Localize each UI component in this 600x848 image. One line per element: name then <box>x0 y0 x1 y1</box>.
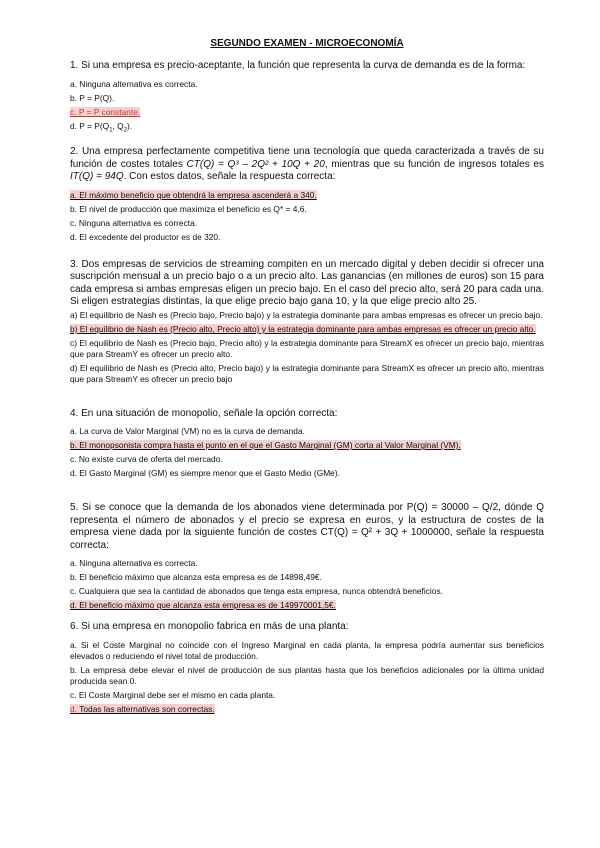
question-5: 5. Si se conoce que la demanda de los abonados viene determinada por P(Q) = 30000 – Q/2, dónde Q representa el número de abonados y el precio se expresa en euros, y la estructura de costes de la empresa viene dada por la siguiente función de costes CT(Q) = Q² + 3Q + 1000000, señale la respuesta correcta: <box>70 502 544 551</box>
q2-income-formula: IT(Q) = 94Q <box>70 171 124 183</box>
q6-d-letter: d. <box>70 703 77 714</box>
q1-option-d <box>70 121 544 137</box>
q6-option-b: b. La empresa debe elevar el nivel de producción de sus plantas hasta que los beneficios adicionales por la última unidad producida sean 0. <box>70 664 544 686</box>
q2-text-1: 2. Una empresa perfectamente competitiva tiene una tecnología que queda caracterizada a través de su función de costes totales <box>70 146 544 170</box>
q1-d-suffix: ). <box>127 120 133 131</box>
q4-option-a: a. La curva de Valor Marginal (VM) no es la curva de demanda. <box>70 426 305 437</box>
q1-option-b: b. P = P(Q). <box>70 92 115 103</box>
q4-option-b <box>70 440 544 451</box>
question-4: 4. En una situación de monopolio, señale la opción correcta: <box>70 407 338 419</box>
q3-option-b <box>70 324 544 335</box>
q5-option-c: c. Cualquiera que sea la cantidad de abonados que tenga esta empresa, nunca obtendrá beneficios. <box>70 586 443 597</box>
q2-text-2: , mientras que su función de ingresos totales es <box>324 158 544 170</box>
q1-d-mid: , Q <box>112 120 124 131</box>
q2-option-c: c. Ninguna alternativa es correcta. <box>70 217 198 228</box>
q2-correct-answer: a. El máximo beneficio que obtendrá la empresa ascenderá a 340. <box>70 189 317 200</box>
question-3: 3. Dos empresas de servicios de streaming compiten en un mercado digital y deben decidir si ofrecer una suscripción mensual a un precio bajo o a un precio alto. Las ganancias (en millones de euros) son 15 para cada empresa si ambas empresas eligen un precio bajo. En el caso del precio alto, será 20 para cada una. Si eligen estrategias distintas, la que elige precio bajo gana 10, y la que elige precio alto 25. <box>70 258 544 308</box>
q6-option-a: a. Si el Coste Marginal no coincide con el Ingreso Marginal en cada planta, la empresa podría aumentar sus beneficios elevados o reduciendo el nivel total de producción. <box>70 639 544 661</box>
q5-option-a: a. Ninguna alternativa es correcta. <box>70 558 198 569</box>
q4-option-d: d. El Gasto Marginal (GM) es siempre menor que el Gasto Medio (GMe). <box>70 468 340 479</box>
q6-option-c: c. El Coste Marginal debe ser el mismo en cada planta. <box>70 689 276 700</box>
q6-correct-answer <box>70 704 215 714</box>
q1-correct-answer: c. P = P constante. <box>70 106 141 117</box>
q4-option-c: c. No existe curva de oferta del mercado. <box>70 454 223 465</box>
q5-option-b: b. El beneficio máximo que alcanza esta empresa es de 14898,49€. <box>70 572 322 583</box>
q3-option-c: c) El equilibrio de Nash es (Precio bajo, Precio alto) y la estrategia dominante para StreamX es ofrecer un precio bajo, mientras que para StreamY es ofrecer un precio alto. <box>70 337 544 359</box>
q6-d-text: Todas las alternativas son correctas. <box>79 703 215 714</box>
q2-text-3: . Con estos datos, señale la respuesta correcta: <box>123 171 336 183</box>
q1-d-part: d. P = P(Q <box>70 120 110 131</box>
question-2 <box>70 146 544 184</box>
question-1: 1. Si una empresa es precio-aceptante, la función que representa la curva de demanda es de la forma: <box>70 60 526 71</box>
q2-option-b: b. El nivel de producción que maximiza el beneficio es Q* = 4,6. <box>70 203 307 214</box>
q1-d-sub1: 1 <box>109 127 113 134</box>
q2-option-d: d. El excedente del productor es de 320. <box>70 231 221 242</box>
q2-option-a <box>70 190 544 201</box>
q3-option-d: d) El equilibrio de Nash es (Precio alto, Precio bajo) y la estrategia dominante para StreamX es ofrecer un precio alto, mientras que para StreamY es ofrecer un precio bajo <box>70 362 544 384</box>
q3-correct-answer: b) El equilibrio de Nash es (Precio alto, Precio alto) y la estrategia dominante para ambas empresas es ofrecer un precio alto. <box>70 323 536 334</box>
q1-option-a: a. Ninguna alternativa es correcta. <box>70 78 198 89</box>
q6-option-d <box>70 704 544 715</box>
q4-correct-answer: b. El monopsonista compra hasta el punto en el que el Gasto Marginal (GM) corta al Valor Marginal (VM). <box>70 440 461 451</box>
q5-correct-answer: d. El beneficio máximo que alcanza esta empresa es de 149970001,5€. <box>70 600 336 611</box>
q1-d-sub2: 2 <box>123 127 128 134</box>
q3-option-a: a) El equilibrio de Nash es (Precio bajo, Precio bajo) y la estrategia dominante para ambas empresas es ofrecer un precio bajo. <box>70 309 543 320</box>
exam-page <box>70 38 544 718</box>
exam-title: SEGUNDO EXAMEN - MICROECONOMÍA <box>210 38 404 49</box>
q1-option-c <box>70 107 544 118</box>
question-6: 6. Si una empresa en monopolio fabrica en más de una planta: <box>70 621 349 633</box>
q2-cost-formula: CT(Q) = Q³ – 2Q² + 10Q + 20 <box>186 158 325 170</box>
q5-option-d <box>70 600 544 611</box>
